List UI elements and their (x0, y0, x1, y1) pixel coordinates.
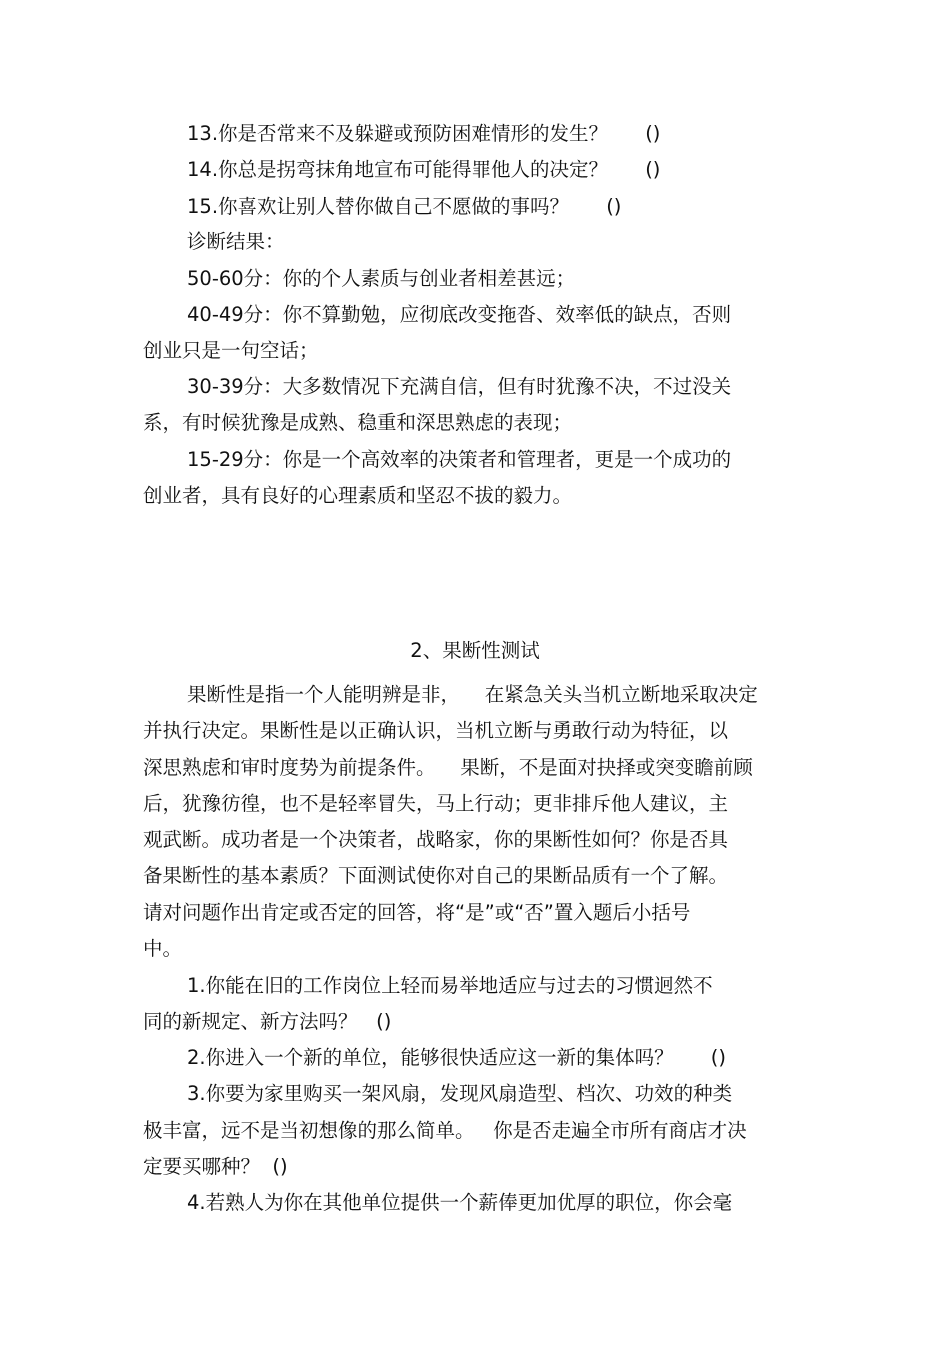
question-3-line2: 极丰富，远不是当初想像的那么简单。 你是否走遍全市所有商店才决 (143, 1119, 747, 1142)
question-3-line3: 定要买哪种？ () (143, 1155, 288, 1178)
result-30-39-line1: 30-39分：大多数情况下充满自信，但有时犹豫不决，不过没关 (187, 375, 732, 398)
intro-line-1: 果断性是指一个人能明辨是非， 在紧急关头当机立断地采取决定 (187, 683, 758, 706)
intro-line-5: 观武断。成功者是一个决策者，战略家，你的果断性如何？你是否具 (143, 828, 729, 851)
question-13: 13.你是否常来不及躲避或预防困难情形的发生？ () (187, 122, 661, 145)
section-title: 2、果断性测试 (410, 639, 540, 662)
intro-line-2: 并执行决定。果断性是以正确认识，当机立断与勇敢行动为特征，以 (143, 719, 729, 742)
result-15-29-line2: 创业者，具有良好的心理素质和坚忍不拔的毅力。 (143, 484, 573, 507)
intro-line-4: 后，犹豫彷徨，也不是轻率冒失，马上行动；更非排斥他人建议，主 (143, 792, 729, 815)
intro-line-6: 备果断性的基本素质？下面测试使你对自己的果断品质有一个了解。 (143, 864, 729, 887)
question-1-line2: 同的新规定、新方法吗？ () (143, 1010, 392, 1033)
question-3-line1: 3.你要为家里购买一架风扇，发现风扇造型、档次、功效的种类 (187, 1082, 733, 1105)
question-2: 2.你进入一个新的单位，能够很快适应这一新的集体吗？ () (187, 1046, 727, 1069)
question-1-line1: 1.你能在旧的工作岗位上轻而易举地适应与过去的习惯迥然不 (187, 974, 713, 997)
question-15: 15.你喜欢让别人替你做自己不愿做的事吗？ () (187, 195, 622, 218)
question-14: 14.你总是拐弯抹角地宣布可能得罪他人的决定？ () (187, 158, 661, 181)
question-4-line1: 4.若熟人为你在其他单位提供一个薪俸更加优厚的职位，你会毫 (187, 1191, 733, 1214)
intro-line-8: 中。 (143, 937, 183, 960)
result-30-39-line2: 系，有时候犹豫是成熟、稳重和深思熟虑的表现； (143, 411, 573, 434)
intro-line-3: 深思熟虑和审时度势为前提条件。 果断，不是面对抉择或突变瞻前顾 (143, 756, 753, 779)
result-40-49-line1: 40-49分：你不算勤勉，应彻底改变拖沓、效率低的缺点，否则 (187, 303, 732, 326)
intro-line-7: 请对问题作出肯定或否定的回答，将“是”或“否”置入题后小括号 (143, 901, 691, 924)
result-40-49-line2: 创业只是一句空话； (143, 339, 319, 362)
result-50-60: 50-60分：你的个人素质与创业者相差甚远； (187, 267, 576, 290)
result-15-29-line1: 15-29分：你是一个高效率的决策者和管理者，更是一个成功的 (187, 448, 732, 471)
diagnosis-heading: 诊断结果： (187, 230, 285, 253)
